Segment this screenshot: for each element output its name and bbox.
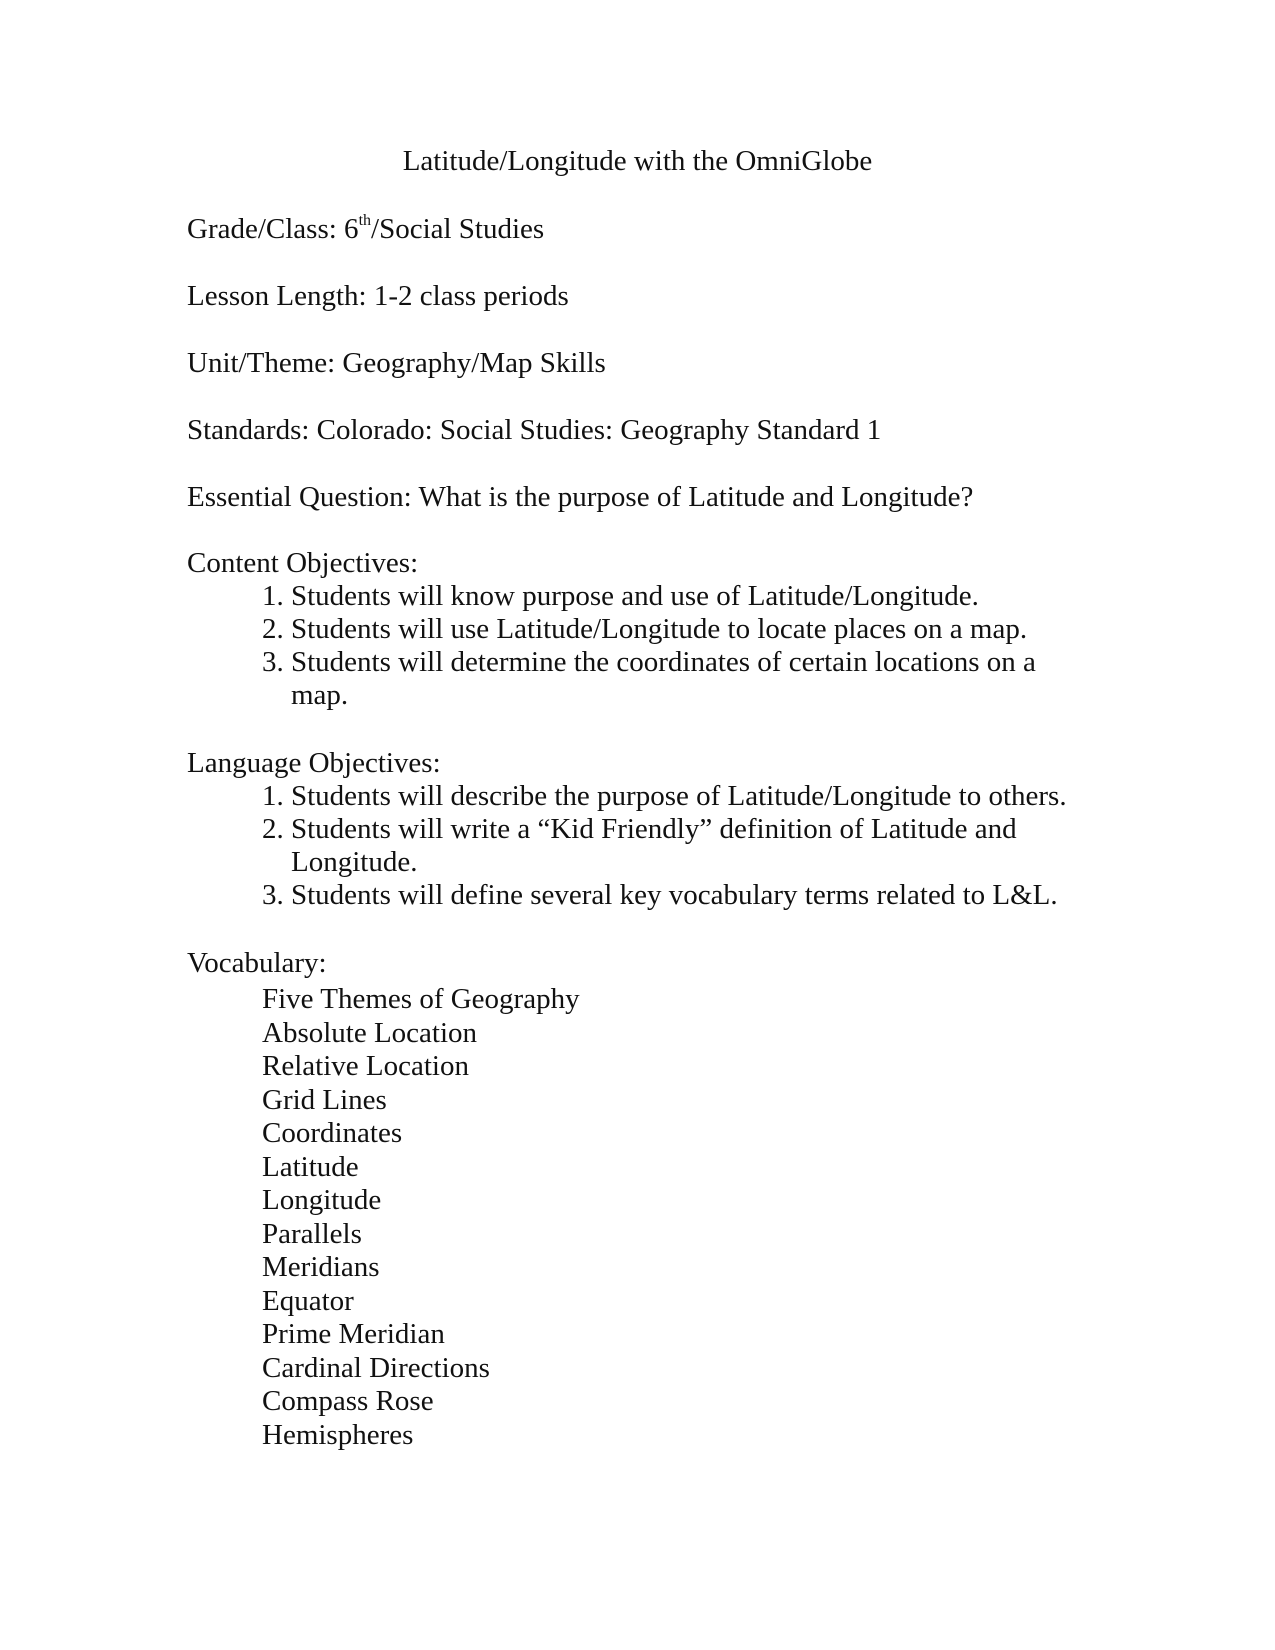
list-item-continuation: map. bbox=[291, 679, 349, 711]
grade-rest: /Social Studies bbox=[371, 213, 545, 245]
list-item bbox=[262, 813, 1067, 879]
list-item bbox=[262, 613, 1036, 646]
essential-question-line: Essential Question: What is the purpose of Latitude and Longitude? bbox=[187, 481, 974, 513]
grade-label: Grade/Class: 6 bbox=[187, 213, 359, 245]
grade-superscript: th bbox=[358, 212, 372, 229]
content-objectives-list bbox=[262, 580, 1036, 712]
vocabulary-term: Grid Lines bbox=[262, 1083, 387, 1116]
vocabulary-term: Equator bbox=[262, 1284, 354, 1317]
language-objectives-list bbox=[262, 780, 1067, 912]
lesson-length-line: Lesson Length: 1-2 class periods bbox=[187, 280, 569, 312]
list-number: 2. bbox=[262, 613, 284, 645]
unit-theme-line: Unit/Theme: Geography/Map Skills bbox=[187, 347, 606, 379]
list-item-continuation: Longitude. bbox=[291, 846, 418, 878]
vocabulary-term: Meridians bbox=[262, 1251, 380, 1283]
language-objectives-heading: Language Objectives: bbox=[187, 747, 441, 779]
vocabulary-term: Compass Rose bbox=[262, 1385, 434, 1417]
list-item bbox=[262, 646, 1036, 712]
list-number: 1. bbox=[262, 580, 284, 612]
vocabulary-heading: Vocabulary: bbox=[187, 947, 327, 979]
vocabulary-term: Hemispheres bbox=[262, 1418, 414, 1451]
grade-class-line bbox=[187, 212, 544, 246]
list-item-text: Students will know purpose and use of Latitude/Longitude. bbox=[291, 580, 979, 612]
list-item-text: Students will use Latitude/Longitude to locate places on a map. bbox=[291, 613, 1028, 645]
vocabulary-term: Cardinal Directions bbox=[262, 1351, 490, 1384]
vocabulary-term: Absolute Location bbox=[262, 1016, 478, 1049]
standards-line: Standards: Colorado: Social Studies: Geography Standard 1 bbox=[187, 414, 882, 446]
vocabulary-term: Prime Meridian bbox=[262, 1318, 445, 1350]
vocabulary-term: Relative Location bbox=[262, 1050, 469, 1082]
page-title: Latitude/Longitude with the OmniGlobe bbox=[402, 145, 873, 177]
vocabulary-term: Coordinates bbox=[262, 1117, 403, 1149]
vocabulary-term: Latitude bbox=[262, 1150, 359, 1183]
content-objectives-heading: Content Objectives: bbox=[187, 547, 419, 579]
list-item bbox=[262, 780, 1067, 813]
vocabulary-term: Parallels bbox=[262, 1217, 362, 1250]
list-item-text: Students will define several key vocabulary terms related to L&L. bbox=[291, 879, 1058, 911]
list-number: 3. bbox=[262, 646, 284, 678]
list-item-text: Students will write a “Kid Friendly” definition of Latitude and bbox=[291, 813, 1017, 845]
list-item bbox=[262, 879, 1067, 912]
vocabulary-term: Longitude bbox=[262, 1184, 382, 1216]
list-number: 1. bbox=[262, 780, 284, 812]
list-item-text: Students will describe the purpose of Latitude/Longitude to others. bbox=[291, 780, 1067, 812]
vocabulary-term: Five Themes of Geography bbox=[262, 983, 580, 1015]
list-item bbox=[262, 580, 1036, 613]
list-number: 2. bbox=[262, 813, 284, 845]
list-number: 3. bbox=[262, 879, 284, 911]
vocabulary-list bbox=[262, 983, 580, 1452]
list-item-text: Students will determine the coordinates of certain locations on a bbox=[291, 646, 1036, 678]
